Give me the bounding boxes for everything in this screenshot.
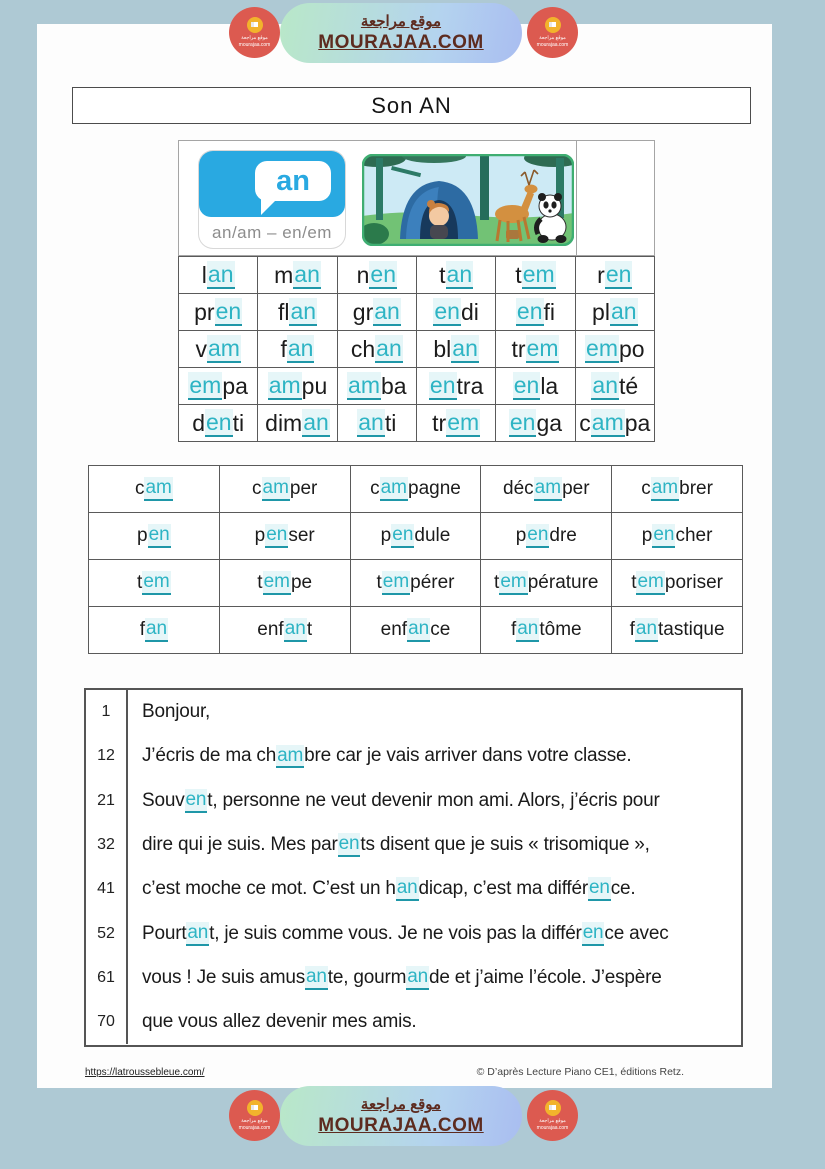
syllable-cell: en fi [496,294,575,331]
word-cell: f an tastique [612,607,743,654]
highlighted-sound: em [526,335,560,363]
site-arabic-title: موقع مراجعة [360,1096,442,1114]
line-text: Pourt an t, je suis comme vous. Je ne vois pas la différ en ce avec [142,921,669,944]
word-cell: f an tôme [481,607,612,654]
highlighted-sound: an [396,877,419,901]
syllable-cell: t an [417,257,496,294]
word-cell: p en [89,513,220,560]
highlighted-sound: an [186,922,209,946]
syllable-cell: em pa [179,368,258,405]
site-banner-bottom [0,1083,825,1149]
badge-arabic-label: موقع مراجعة [539,34,566,41]
speech-bubble-tail-icon [261,197,279,215]
highlighted-sound: am [591,409,625,437]
highlighted-sound: em [636,571,664,595]
word-cell: t em pérature [481,560,612,607]
line-number: 21 [86,779,128,823]
word-cell: f an [89,607,220,654]
highlighted-sound: am [207,335,241,363]
highlighted-sound: en [509,409,537,437]
word-cell: déc am per [481,466,612,513]
site-logo-badge [229,1090,280,1141]
syllable-cell: dim an [258,405,337,442]
syllable-cell: v am [179,331,258,368]
word-cell: p en cher [612,513,743,560]
syllable-cell: f an [258,331,337,368]
syllable-cell: gr an [338,294,417,331]
reading-line [86,911,741,955]
word-cell: p en ser [220,513,351,560]
line-text: J’écris de ma ch am bre car je vais arriver dans votre classe. [142,744,632,767]
highlighted-sound: em [382,571,410,595]
sound-card [199,151,345,248]
reading-line [86,823,741,867]
syllable-cell: fl an [258,294,337,331]
word-cell: t em pe [220,560,351,607]
highlighted-sound: an [284,618,307,642]
highlighted-sound: an [289,298,317,326]
line-number: 12 [86,734,128,778]
highlighted-sound: an [407,618,430,642]
line-text: vous ! Je suis amus an te, gourm an de et j’aime l’école. J’espère [142,966,662,988]
highlighted-sound: an [635,618,658,642]
syllable-cell: tr em [417,405,496,442]
reading-passage-block [84,688,743,1047]
book-logo-icon [247,17,263,33]
highlighted-sound: an [406,966,429,990]
highlighted-sound: am [651,477,679,501]
source-link[interactable]: https://latroussebleue.com/ [85,1067,205,1078]
reading-line [86,1000,741,1044]
table-row [179,368,655,405]
site-arabic-title: موقع مراجعة [360,13,442,31]
highlighted-sound: an [293,261,321,289]
word-table [88,465,743,654]
highlighted-sound: em [446,409,480,437]
word-cell: c am pagne [351,466,482,513]
line-text: dire qui je suis. Mes par en ts disent que je suis « trisomique », [142,833,650,856]
highlighted-sound: em [585,335,619,363]
table-row [89,466,743,513]
highlighted-sound: an [207,261,235,289]
highlighted-sound: an [357,409,385,437]
reading-line [86,690,741,734]
line-text: Souv en t, personne ne veut devenir mon ami. Alors, j’écris pour [142,788,660,811]
reading-line [86,867,741,911]
syllable-cell: bl an [417,331,496,368]
highlighted-sound: am [262,477,290,501]
copyright-credit: © D’après Lecture Piano CE1, éditions Retz. [476,1066,684,1078]
badge-domain-label: mourajaa.com [238,41,271,48]
word-cell: enf an ce [351,607,482,654]
word-cell: p en dre [481,513,612,560]
word-cell: t em poriser [612,560,743,607]
site-logo-badge [527,7,578,58]
line-number: 61 [86,956,128,1000]
syllable-cell: pl an [576,294,655,331]
highlighted-sound: en [516,298,544,326]
highlighted-sound: en [148,524,171,548]
syllable-cell: am pu [258,368,337,405]
highlighted-sound: en [391,524,414,548]
line-number: 41 [86,867,128,911]
reading-line [86,956,741,1000]
syllable-cell: an ti [338,405,417,442]
highlighted-sound: en [652,524,675,548]
highlighted-sound: em [142,571,170,595]
word-cell: t em pérer [351,560,482,607]
syllable-cell: ch an [338,331,417,368]
syllable-table [178,256,655,442]
syllable-cell: em po [576,331,655,368]
highlighted-sound: en [338,833,361,857]
syllable-cell: en di [417,294,496,331]
line-number: 52 [86,911,128,955]
lesson-title: Son AN [371,92,452,118]
highlighted-sound: am [144,477,172,501]
line-text: c’est moche ce mot. C’est un h an dicap, c’est ma différ en ce. [142,877,636,900]
badge-domain-label: mourajaa.com [238,1124,271,1131]
syllable-cell: pr en [179,294,258,331]
site-url-link[interactable]: MOURAJAA.COM [318,31,484,53]
highlighted-sound: an [591,372,619,400]
word-cell: t em [89,560,220,607]
reading-line [86,779,741,823]
syllable-cell: tr em [496,331,575,368]
book-logo-icon [247,1100,263,1116]
highlighted-sound: en [582,922,605,946]
table-row [179,294,655,331]
highlighted-sound: em [499,571,527,595]
table-row [89,513,743,560]
highlighted-sound: em [263,571,291,595]
highlighted-sound: am [347,372,381,400]
book-logo-icon [545,1100,561,1116]
badge-arabic-label: موقع مراجعة [241,34,268,41]
line-number: 32 [86,823,128,867]
highlighted-sound: en [369,261,397,289]
site-title-pill [280,3,522,63]
highlighted-sound: am [380,477,408,501]
table-row [179,257,655,294]
syllable-cell: n en [338,257,417,294]
highlighted-sound: en [429,372,457,400]
camping-illustration [362,154,574,246]
highlighted-sound: am [268,372,302,400]
highlighted-sound: en [513,372,541,400]
line-text: que vous allez devenir mes amis. [142,1011,417,1033]
site-url-link[interactable]: MOURAJAA.COM [318,1114,484,1136]
site-logo-badge [229,7,280,58]
syllable-cell: en ga [496,405,575,442]
sound-spellings-label: an/am – en/em [212,222,332,242]
sound-intro-block [178,140,655,256]
highlighted-sound: en [526,524,549,548]
highlighted-sound: an [446,261,474,289]
highlighted-sound: em [188,372,222,400]
word-cell: c am [89,466,220,513]
highlighted-sound: en [588,877,611,901]
highlighted-sound: am [276,745,304,769]
line-number: 1 [86,690,128,734]
table-row [179,331,655,368]
highlighted-sound: an [145,618,168,642]
highlighted-sound: an [610,298,638,326]
badge-arabic-label: موقع مراجعة [539,1117,566,1124]
highlighted-sound: am [534,477,562,501]
syllable-cell: r en [576,257,655,294]
syllable-cell: t em [496,257,575,294]
highlighted-sound: en [205,409,233,437]
site-title-pill [280,1086,522,1146]
lesson-title-box [72,87,751,124]
syllable-cell: am ba [338,368,417,405]
badge-arabic-label: موقع مراجعة [241,1117,268,1124]
highlighted-sound: en [215,298,243,326]
syllable-cell: en tra [417,368,496,405]
syllable-cell: l an [179,257,258,294]
highlighted-sound: en [433,298,461,326]
highlighted-sound: an [373,298,401,326]
speech-bubble [255,161,331,201]
syllable-cell: an té [576,368,655,405]
sound-card-blue-area [199,151,345,217]
site-banner-top [0,0,825,66]
syllable-cell: c am pa [576,405,655,442]
highlighted-sound: an [516,618,539,642]
book-logo-icon [545,17,561,33]
syllable-cell: m an [258,257,337,294]
syllable-cell: d en ti [179,405,258,442]
divider [576,141,577,255]
table-row [179,405,655,442]
highlighted-sound: an [302,409,330,437]
badge-domain-label: mourajaa.com [536,1124,569,1131]
highlighted-sound: em [522,261,556,289]
word-cell: enf an t [220,607,351,654]
highlighted-sound: an [451,335,479,363]
highlighted-sound: an [375,335,403,363]
highlighted-sound: en [185,789,208,813]
reading-line [86,734,741,778]
highlighted-sound: an [305,966,328,990]
table-row [89,560,743,607]
highlighted-sound: an [287,335,315,363]
badge-domain-label: mourajaa.com [536,41,569,48]
site-logo-badge [527,1090,578,1141]
word-cell: c am per [220,466,351,513]
word-cell: p en dule [351,513,482,560]
line-number: 70 [86,1000,128,1044]
highlighted-sound: en [265,524,288,548]
line-text: Bonjour, [142,701,211,723]
word-cell: c am brer [612,466,743,513]
syllable-cell: en la [496,368,575,405]
table-row [89,607,743,654]
sound-label: an [276,164,310,197]
highlighted-sound: en [605,261,633,289]
